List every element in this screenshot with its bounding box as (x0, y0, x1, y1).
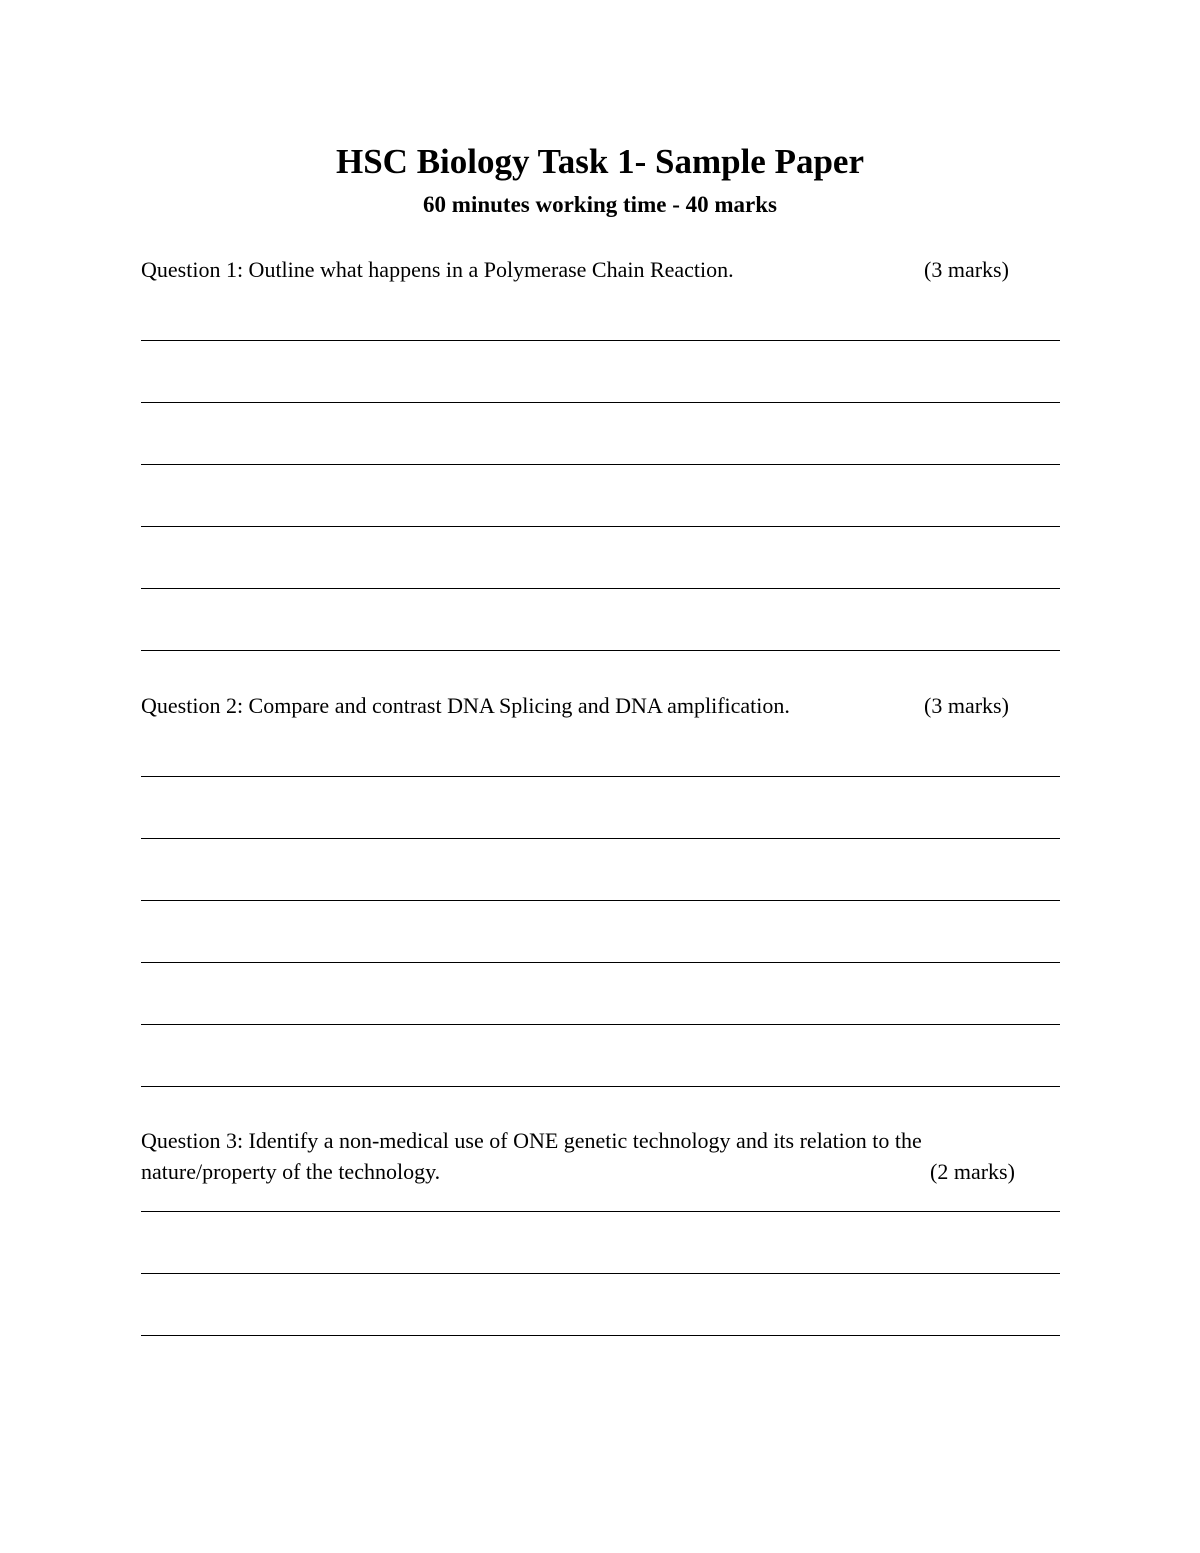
question-2-answer-line[interactable] (141, 900, 1060, 901)
question-1-marks: (3 marks) (924, 257, 1009, 282)
question-1-answer-line[interactable] (141, 650, 1060, 651)
question-2-answer-line[interactable] (141, 962, 1060, 963)
question-1-answer-line[interactable] (141, 340, 1060, 341)
question-3-marks: (2 marks) (930, 1159, 1015, 1184)
question-2-answer-line[interactable] (141, 838, 1060, 839)
question-1-text: Question 1: Outline what happens in a Polymerase Chain Reaction. (141, 257, 734, 282)
question-3-answer-line[interactable] (141, 1273, 1060, 1274)
question-2-answer-line[interactable] (141, 1024, 1060, 1025)
question-3-answer-line[interactable] (141, 1211, 1060, 1212)
question-2-marks: (3 marks) (924, 693, 1009, 718)
question-3-text-line-2: nature/property of the technology. (141, 1159, 441, 1184)
question-3-text-line-1: Question 3: Identify a non-medical use of ONE genetic technology and its relation to the (141, 1128, 922, 1153)
question-2-answer-line[interactable] (141, 776, 1060, 777)
question-2-answer-line[interactable] (141, 1086, 1060, 1087)
question-1-answer-line[interactable] (141, 588, 1060, 589)
question-2-text: Question 2: Compare and contrast DNA Splicing and DNA amplification. (141, 693, 790, 718)
page-subtitle: 60 minutes working time - 40 marks (423, 192, 777, 217)
question-3-answer-line[interactable] (141, 1335, 1060, 1336)
page-title: HSC Biology Task 1- Sample Paper (335, 142, 864, 181)
question-1-answer-line[interactable] (141, 402, 1060, 403)
question-1-answer-line[interactable] (141, 526, 1060, 527)
question-1-answer-line[interactable] (141, 464, 1060, 465)
